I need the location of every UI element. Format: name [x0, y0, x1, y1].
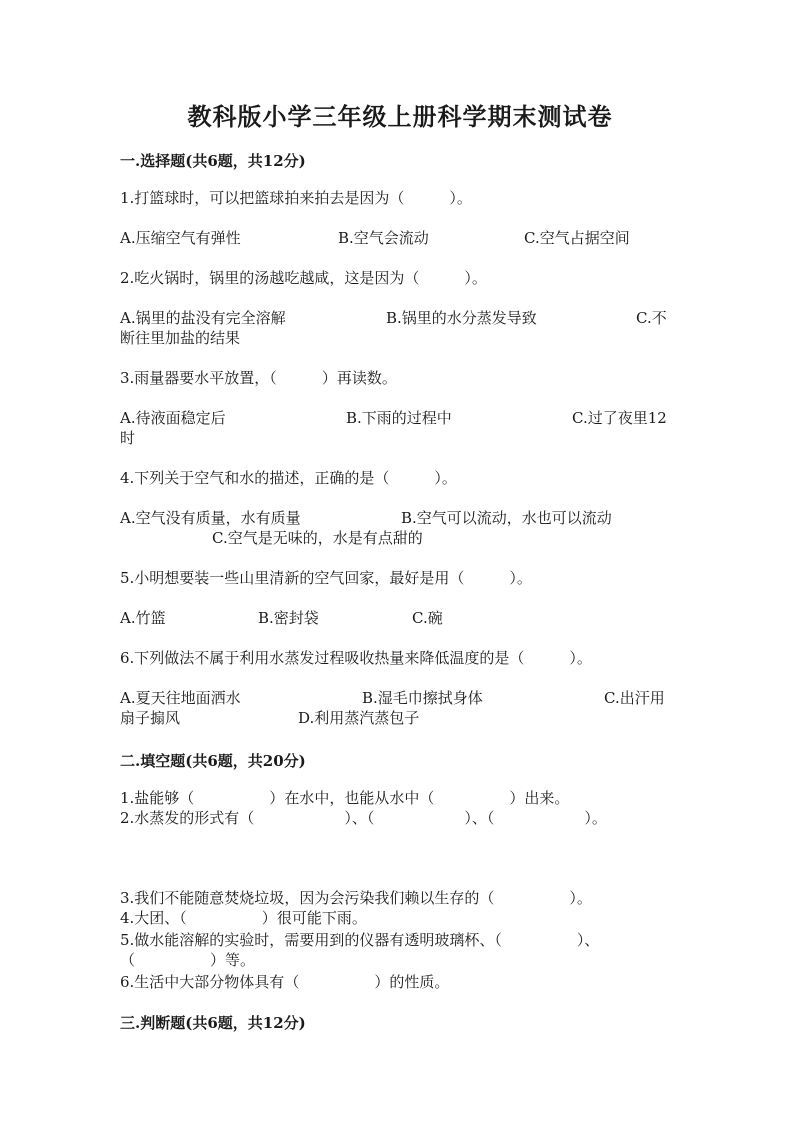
question-6-option-c: C.出汗用	[604, 689, 665, 707]
question-1-option-b: B.空气会流动	[338, 229, 429, 247]
question-2-option-c-cont: 断往里加盐的结果	[120, 329, 241, 347]
question-3-option-a: A.待液面稳定后	[120, 409, 226, 427]
question-5-option-b: B.密封袋	[258, 609, 319, 627]
question-2-option-b: B.锅里的水分蒸发导致	[386, 309, 537, 327]
question-1-stem: 1.打篮球时，可以把篮球拍来拍去是因为（ ）。	[120, 189, 472, 207]
question-2-option-c: C.不	[636, 309, 667, 327]
question-5-option-c: C.碗	[412, 609, 443, 627]
fill-question-4: 4.大团、（ ）很可能下雨。	[120, 909, 367, 927]
section-heading-judgement: 三.判断题(共6题，共12分)	[120, 1014, 306, 1032]
section-heading-fill: 二.填空题(共6题，共20分)	[120, 752, 306, 770]
exam-title: 教科版小学三年级上册科学期末测试卷	[187, 102, 613, 131]
question-1-option-a: A.压缩空气有弹性	[120, 229, 241, 247]
question-6-option-b: B.湿毛巾擦拭身体	[362, 689, 483, 707]
question-4-option-b: B.空气可以流动，水也可以流动	[401, 509, 612, 527]
fill-question-6: 6.生活中大部分物体具有（ ）的性质。	[120, 973, 450, 991]
question-5-option-a: A.竹篮	[120, 609, 166, 627]
question-6-option-a: A.夏天往地面洒水	[120, 689, 241, 707]
fill-question-1: 1.盐能够（ ）在水中，也能从水中（ ）出来。	[120, 789, 570, 807]
question-3-option-c: C.过了夜里12	[572, 409, 667, 427]
question-6-stem: 6.下列做法不属于利用水蒸发过程吸收热量来降低温度的是（ ）。	[120, 649, 592, 667]
question-2-option-a: A.锅里的盐没有完全溶解	[120, 309, 286, 327]
question-3-option-c-cont: 时	[120, 429, 136, 447]
question-4-option-a: A.空气没有质量，水有质量	[120, 509, 301, 527]
question-3-stem: 3.雨量器要水平放置，（ ）再读数。	[120, 369, 397, 387]
question-6-option-d: D.利用蒸汽蒸包子	[298, 709, 420, 727]
fill-question-3: 3.我们不能随意焚烧垃圾，因为会污染我们赖以生存的（ ）。	[120, 889, 592, 907]
question-2-stem: 2.吃火锅时，锅里的汤越吃越咸，这是因为（ ）。	[120, 269, 487, 287]
question-4-stem: 4.下列关于空气和水的描述，正确的是（ ）。	[120, 469, 457, 487]
question-3-option-b: B.下雨的过程中	[346, 409, 452, 427]
question-1-option-c: C.空气占据空间	[524, 229, 630, 247]
question-6-option-c-cont: 扇子搧风	[120, 709, 181, 727]
question-4-option-c: C.空气是无味的，水是有点甜的	[212, 529, 423, 547]
fill-question-2: 2.水蒸发的形式有（ ）、（ ）、（ ）。	[120, 809, 607, 827]
question-5-stem: 5.小明想要装一些山里清新的空气回家，最好是用（ ）。	[120, 569, 532, 587]
fill-question-5-cont: （ ）等。	[120, 951, 256, 969]
section-heading-choice: 一.选择题(共6题，共12分)	[120, 152, 306, 170]
fill-question-5: 5.做水能溶解的实验时，需要用到的仪器有透明玻璃杯、（ ）、	[120, 931, 600, 949]
